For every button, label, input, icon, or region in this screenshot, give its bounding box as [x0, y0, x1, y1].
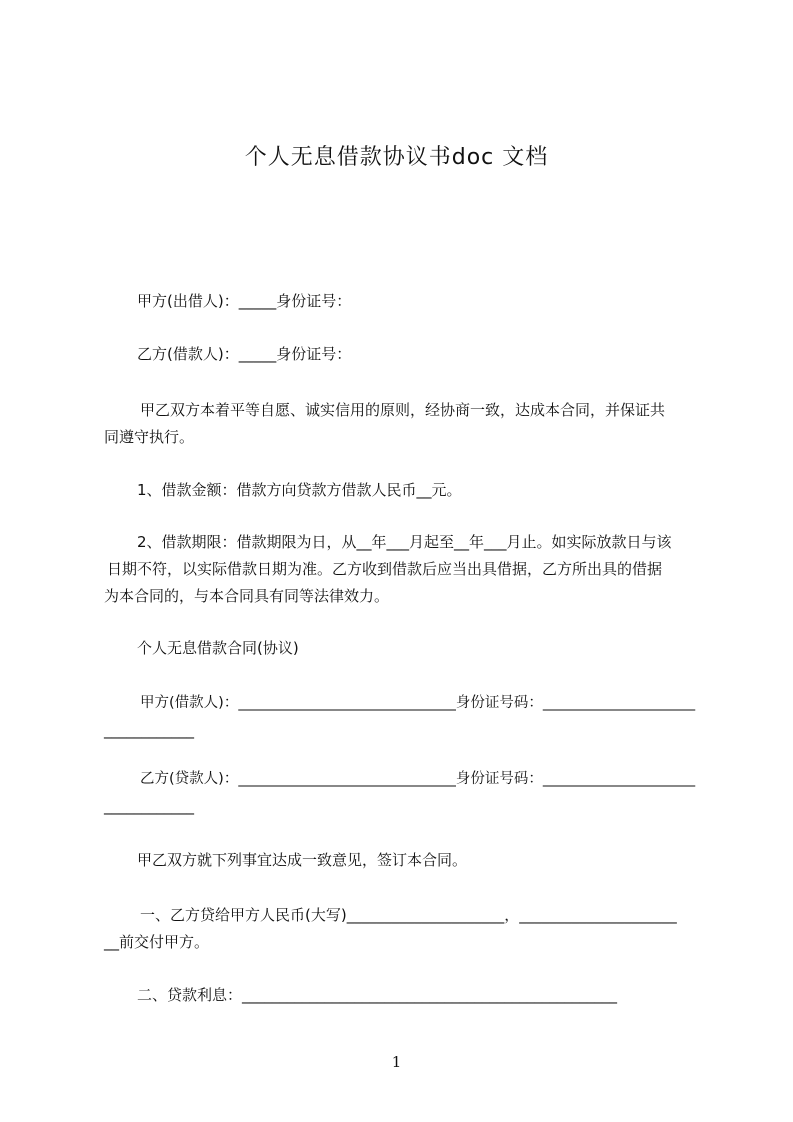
clause-loan-term-line-1: 2、借款期限：借款期限为日，从__年___月起至__年___月止。如实际放款日与该 [137, 533, 672, 551]
clause-loan-interest: 二、贷款利息：__________________________________________________ [137, 986, 618, 1004]
contract-subtitle: 个人无息借款合同(协议) [137, 639, 299, 657]
clause-loan-term-line-3: 为本合同的，与本合同具有同等法律效力。 [104, 587, 390, 605]
party-a-borrower-line-2: ____________ [104, 721, 194, 739]
agreement-intro-line-1: 甲乙双方本着平等自愿、诚实信用的原则，经协商一致，达成本合同，并保证共 [140, 401, 666, 419]
document-title: 个人无息借款协议书doc 文档 [244, 145, 549, 170]
agreement-intro-line-2: 同遵守执行。 [104, 428, 195, 446]
clause-loan-delivery-line-2: __前交付甲方。 [104, 933, 210, 951]
party-a-borrower-line-1: 甲方(借款人)：______________________________身份证号码：_____________________ [140, 695, 696, 711]
party-a-lender-line: 甲方(出借人)：_____身份证号： [137, 292, 352, 310]
consensus-line: 甲乙双方就下列事宜达成一致意见，签订本合同。 [137, 851, 468, 869]
party-b-lender-line-1: 乙方(贷款人)：______________________________身份证号码：_____________________ [140, 771, 696, 787]
clause-loan-delivery-line-1: 一、乙方贷给甲方人民币(大写)_____________________，_____________________ [140, 906, 677, 924]
party-b-lender-line-2: ____________ [104, 797, 194, 815]
clause-loan-term-line-2: 日期不符，以实际借款日期为准。乙方收到借款后应当出具借据，乙方所出具的借据 [107, 560, 663, 578]
page-number: 1 [391, 1053, 402, 1071]
clause-loan-amount: 1、借款金额：借款方向贷款方借款人民币__元。 [137, 481, 462, 499]
party-b-borrower-line: 乙方(借款人)：_____身份证号： [137, 345, 352, 363]
